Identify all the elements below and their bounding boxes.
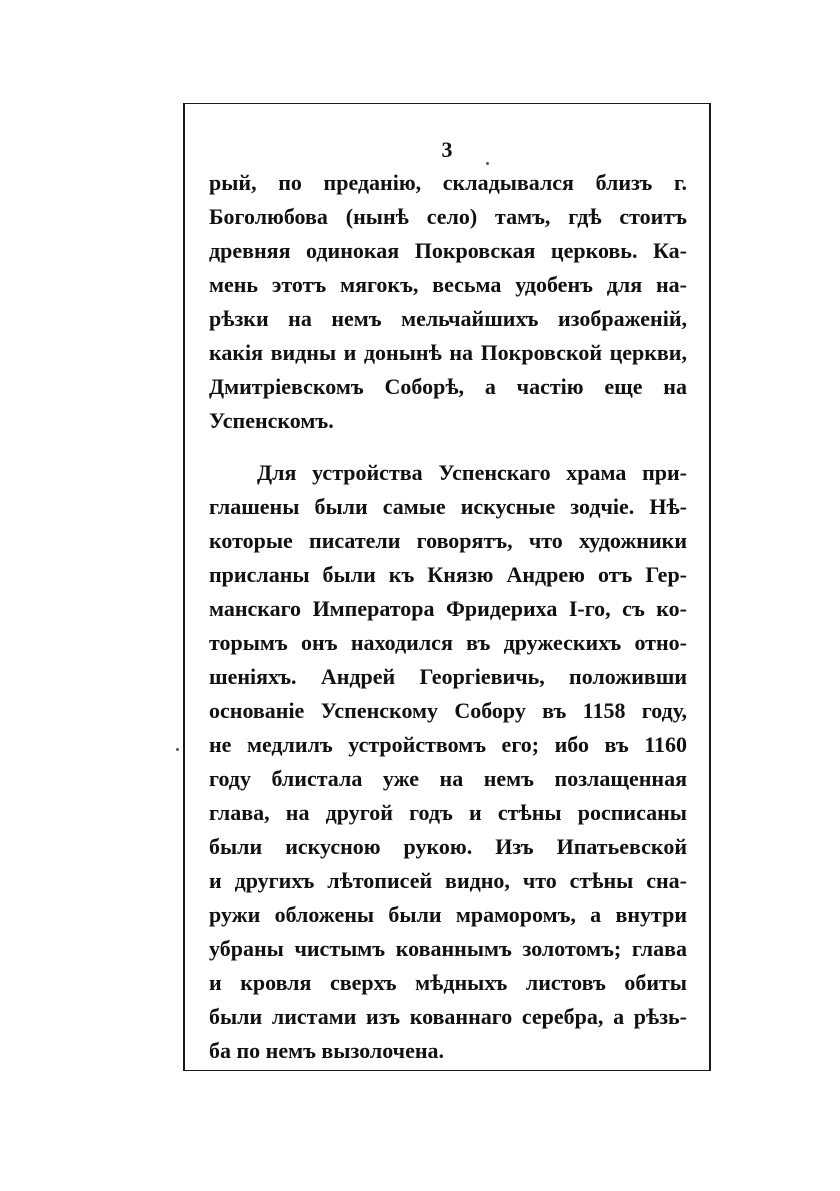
page-frame (183, 103, 711, 1071)
text-line: ба по немъ вызолочена. (209, 1038, 445, 1063)
text-line: манскаго Императора Фридериха I-го, съ ко- (209, 596, 687, 621)
text-line: мень этотъ мягокъ, весьма удобенъ для на- (209, 272, 687, 297)
text-line: и кровля сверхъ мѣдныхъ листовъ обиты (209, 970, 687, 995)
text-line: рѣзки на немъ мельчайшихъ изображеній, (209, 306, 687, 331)
text-line: были искусною рукою. Изъ Ипатьевской (209, 834, 687, 859)
text-line: не медлилъ устройствомъ его; ибо въ 1160 (209, 732, 687, 757)
text-line: Для устройства Успенскаго храма при- (257, 460, 687, 485)
text-line: убраны чистымъ кованнымъ золотомъ; глава (209, 936, 687, 961)
text-line: шеніяхъ. Андрей Георгіевичь, положивши (209, 664, 687, 689)
text-line: древняя одинокая Покровская церковь. Ка- (209, 238, 687, 263)
text-line: были листами изъ кованнаго серебра, а рѣзь- (209, 1004, 687, 1029)
text-line: основаніе Успенскому Собору въ 1158 году, (209, 698, 687, 723)
text-line: Дмитріевскомъ Соборѣ, а частію еще на (209, 374, 687, 399)
text-line: Боголюбова (нынѣ село) тамъ, гдѣ стоитъ (209, 204, 687, 229)
text-line: Успенскомъ. (209, 408, 334, 433)
text-line: ружи обложены были мраморомъ, а внутри (209, 902, 687, 927)
text-line: рый, по преданію, складывался близъ г. (209, 170, 687, 195)
text-line: и другихъ лѣтописей видно, что стѣны сна- (209, 868, 687, 893)
print-speck (176, 748, 179, 751)
text-block (209, 166, 687, 1068)
text-line: году блистала уже на немъ позлащенная (209, 766, 687, 791)
page-number: 3 (441, 137, 453, 162)
text-line: присланы были къ Князю Андрею отъ Гер- (209, 562, 687, 587)
text-line: глава, на другой годъ и стѣны росписаны (209, 800, 687, 825)
text-line: торымъ онъ находился въ дружескихъ отно- (209, 630, 687, 655)
text-line: которые писатели говорятъ, что художники (209, 528, 687, 553)
text-line: глашены были самые искусные зодчіе. Нѣ- (209, 494, 687, 519)
text-line: какія видны и донынѣ на Покровской церкви, (209, 340, 687, 365)
paragraph-gap (209, 438, 687, 456)
print-speck (486, 162, 489, 165)
